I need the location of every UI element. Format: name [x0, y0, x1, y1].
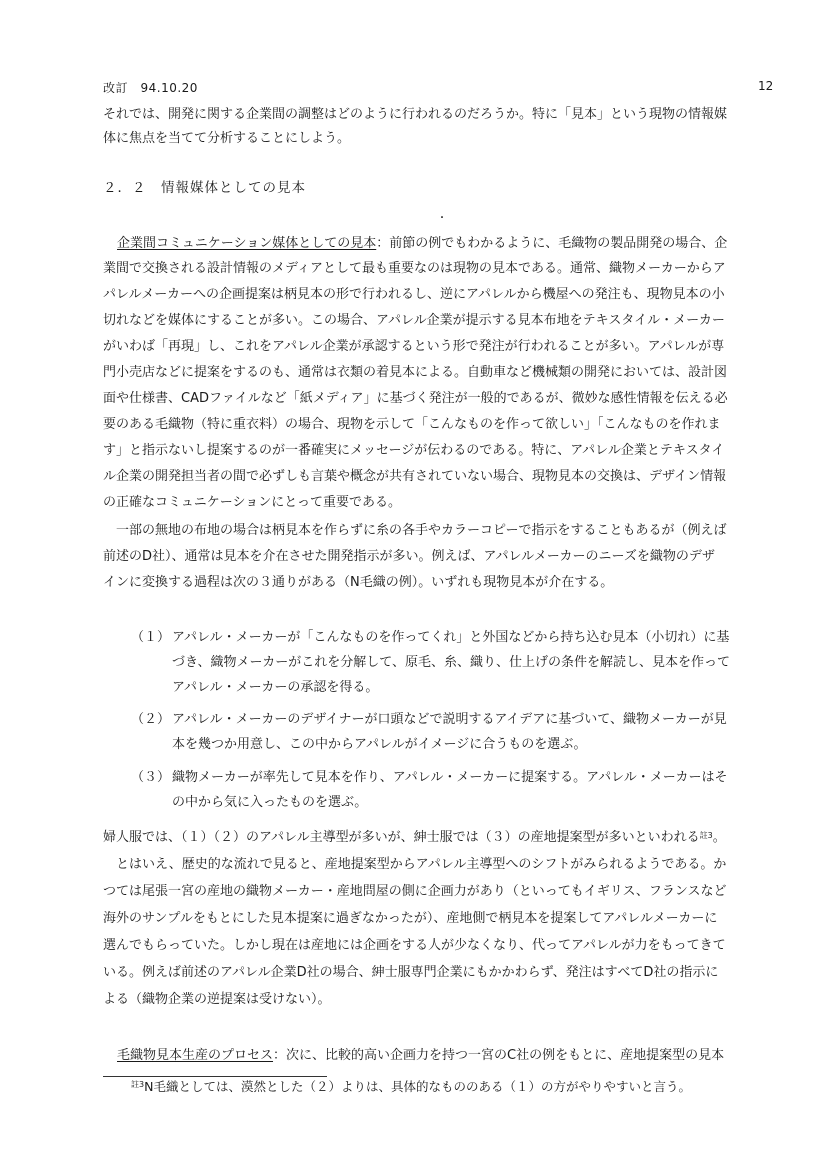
para1-line: 業間で交換される設計情報のメディアとして最も重要なのは現物の見本である。通常、織物メーカーからア: [103, 261, 726, 276]
list-item-line: アパレル・メーカーのデザイナーが口頭などで説明するアイデアに基づいて、織物メーカーが見: [172, 712, 727, 727]
para1-first-line: [117, 236, 727, 252]
para4-lead-term: 毛織物見本生産のプロセス: [117, 1048, 274, 1063]
para3-line: いる。例えば前述のアパレル企業D社の場合、紳士服専門企業にもかかわらず、発注はすべてD社の指示に: [103, 965, 719, 980]
para3-first-line-end: 。: [712, 830, 726, 845]
footnote-divider: [103, 1076, 327, 1077]
intro-line: 体に焦点を当てて分析することにしよう。: [103, 131, 351, 146]
para3-line: とはいえ、歴史的な流れで見ると、産地提案型からアパレル主導型へのシフトがみられるようである。か: [103, 857, 727, 872]
list-item-line: アパレル・メーカーの承認を得る。: [172, 680, 379, 695]
para4-rest: ：次に、比較的高い企画力を持つ一宮のC社の例をもとに、産地提案型の見本: [273, 1048, 725, 1063]
para3-line: つては尾張一宮の産地の織物メーカー・産地問屋の側に企画力があり（といってもイギリス、フランスなど: [103, 884, 727, 899]
para1-line: 面や仕様書、CADファイルなど「紙メディア」に基づく発注が一般的であるが、微妙な感性情報を伝える必: [103, 391, 728, 406]
para2-line: インに変換する過程は次の３通りがある（N毛織の例）。いずれも現物見本が介在する。: [103, 575, 614, 590]
footnote: [131, 1079, 691, 1095]
list-item-line: づき、織物メーカーがこれを分解して、原毛、糸、織り、仕上げの条件を解読し、見本を作って: [172, 655, 730, 670]
page-number: 12: [758, 79, 774, 93]
footnote-text: N毛織としては、漠然とした（２）よりは、具体的なもののある（１）の方がやりやすいと言う。: [144, 1079, 691, 1094]
para1-line: す」と指示ないし提案するのが一番確実にメッセージが伝わるのである。特に、アパレル企業とテキスタイ: [103, 443, 725, 458]
para1-line: 切れなどを媒体にすることが多い。この場合、アパレル企業が提示する見本布地をテキスタイル・メーカー: [103, 313, 725, 328]
list-item-line: の中から気に入ったものを選ぶ。: [172, 795, 368, 810]
footnote-reference[interactable]: 註3: [699, 831, 713, 840]
revision-date: 改訂 94.10.20: [103, 81, 198, 95]
para1-line: ル企業の開発担当者の間で必ずしも言葉や概念が共有されていない場合、現物見本の交換は、デザイン情報: [103, 469, 727, 484]
intro-line: それでは、開発に関する企業間の調整はどのように行われるのだろうか。特に「見本」という現物の情報媒: [103, 107, 728, 122]
decorative-dot: ・: [437, 213, 447, 224]
para3-first-line-text: 婦人服では、（１）（２）のアパレル主導型が多いが、紳士服では（３）の産地提案型が多いといわれる: [103, 830, 700, 845]
para3-line: よる（織物企業の逆提案は受けない）。: [103, 992, 331, 1007]
para1-line: 門小売店などに提案をするのも、通常は衣類の着見本による。自動車など機械類の開発においては、設計図: [103, 365, 728, 380]
list-item-number: （２）: [131, 712, 171, 727]
para2-line: 一部の無地の布地の場合は柄見本を作らずに糸の各手やカラーコピーで指示をすることもあるが（例えば: [103, 523, 727, 538]
para1-line: の正確なコミュニケーションにとって重要である。: [103, 495, 401, 510]
list-item-line: 本を幾つか用意し、この中からアパレルがイメージに合うものを選ぶ。: [172, 737, 587, 752]
para1-line: がいわば「再現」し、これをアパレル企業が承認するという形で発注が行われることが多い。アパレルが専: [103, 339, 725, 354]
para1-lead-term: 企業間コミュニケーション媒体としての見本: [117, 236, 377, 251]
para1-line: パレルメーカーへの企画提案は柄見本の形で行われるし、逆にアパレルから機屋への発注も、現物見本の小: [103, 287, 725, 302]
footnote-mark: 註3: [131, 1080, 145, 1089]
list-item-line: アパレル・メーカーが「こんなものを作ってくれ」と外国などから持ち込む見本（小切れ）に基: [172, 630, 730, 645]
section-heading: ２．２ 情報媒体としての見本: [103, 180, 306, 196]
para2-line: 前述のD社）、通常は見本を介在させた開発指示が多い。例えば、アパレルメーカーのニーズを織物のデザ: [103, 549, 715, 564]
para4-line: [117, 1048, 724, 1064]
list-item-number: （３）: [131, 770, 171, 785]
para1-first-line-rest: ：前節の例でもわかるように、毛織物の製品開発の場合、企: [376, 236, 728, 251]
list-item-line: 織物メーカーが率先して見本を作り、アパレル・メーカーに提案する。アパレル・メーカーはそ: [172, 770, 728, 785]
para3-line: 選んでもらっていた。しかし現在は産地には企画をする人が少なくなり、代ってアパレルが力をもってきて: [103, 938, 726, 953]
para3-line: 海外のサンプルをもとにした見本提案に過ぎなかったが）、産地側で柄見本を提案してアパレルメーカーに: [103, 911, 718, 926]
para3-first-line: [103, 830, 726, 846]
para1-line: 要のある毛織物（特に重衣料）の場合、現物を示して「こんなものを作って欲しい」「こんなものを作れま: [103, 417, 721, 432]
list-item-number: （１）: [131, 630, 171, 645]
